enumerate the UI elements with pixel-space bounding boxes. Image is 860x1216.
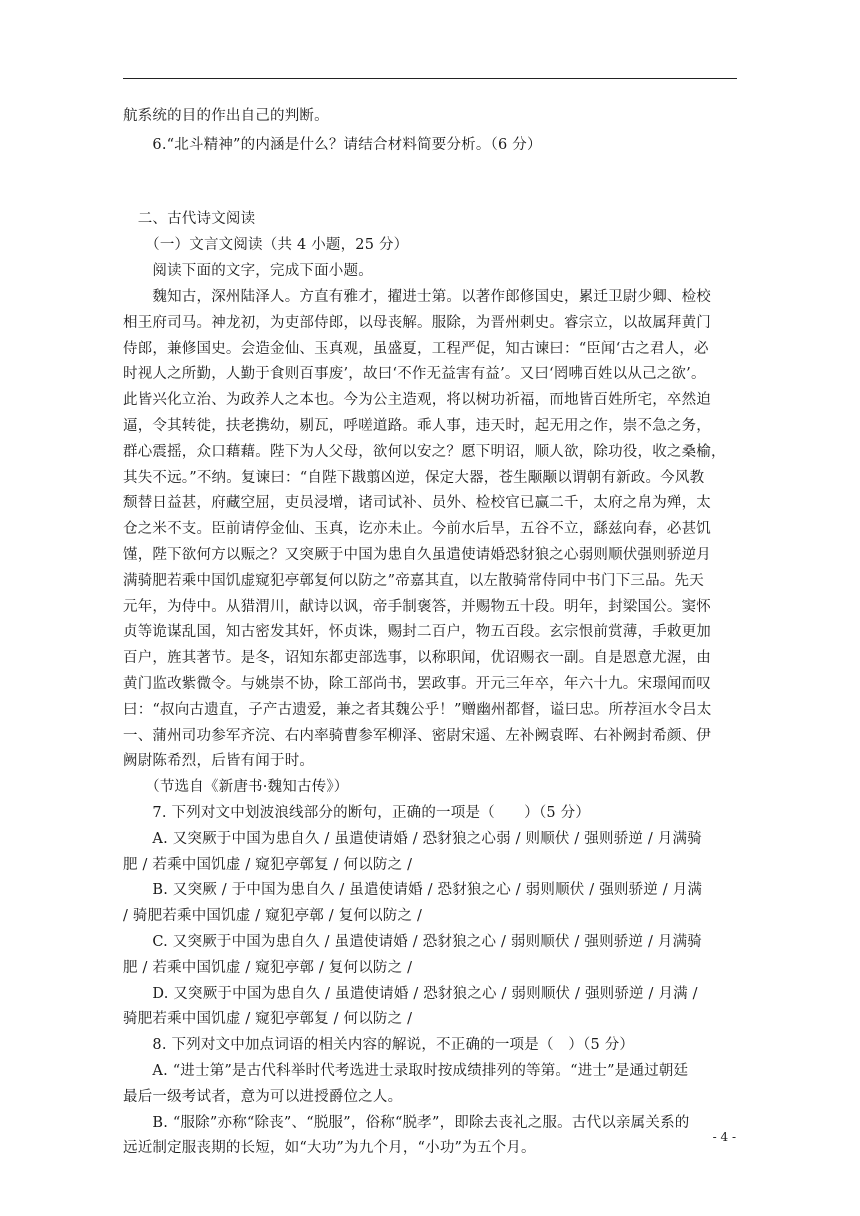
text-line: 阅读下面的文字，完成下面小题。 [123, 263, 373, 279]
text-line: C. 又突厥于中国为患自久 / 虽遣使请婚 / 恐豺狼之心 / 弱则顺伏 / 强则骄逆 / 月满骑 [123, 934, 703, 950]
text-line: B. 又突厥 / 于中国为患自久 / 虽遣使请婚 / 恐豺狼之心 / 弱则顺伏 / 强则骄逆 / 月满 [123, 882, 703, 899]
text-line: 8. 下列对文中加点词语的相关内容的解说，不正确的一项是（ ）（5 分） [123, 1037, 635, 1054]
text-line: / 骑肥若乘中国饥虚 / 窥犯亭鄣 / 复何以防之 / [123, 908, 423, 925]
text-line: D. 又突厥于中国为患自久 / 虽遣使请婚 / 恐豺狼之心 / 弱则顺伏 / 强则骄逆 / 月满 / [123, 985, 698, 1002]
text-line: 群心震摇，众口藉藉。陛下为人父母，欲何以安之？愿下明诏，顺人欲，除功役，收之桑榆， [123, 443, 726, 460]
text-line: A. 又突厥于中国为患自久 / 虽遣使请婚 / 恐豺狼之心弱 / 则顺伏 / 强则骄逆 / 月满骑 [123, 830, 702, 847]
text-line: 相王府司马。神龙初，为吏部侍郎，以母丧解。服除，为晋州刺史。睿宗立，以故属拜黄门 [123, 314, 711, 331]
text-line: 一、蒲州司功参军齐浣、右内率骑曹参军柳泽、密尉宋遥、左补阙袁晖、右补阙封希颜、伊 [123, 727, 711, 744]
text-line: 贞等诡谋乱国，知古密发其奸，怀贞诛，赐封二百户，物五百段。玄宗恨前赏薄，手敕更加 [123, 624, 711, 641]
text-line: 逼，令其转徙，扶老携幼，剔瓦，呼嗟道路。乖人事，违天时，起无用之作，崇不急之务， [123, 418, 711, 434]
text-line: 曰：“叔向古遗直，子产古遗爱，兼之者其魏公乎！”赠幽州都督，谥曰忠。所荐洹水令吕太 [123, 701, 712, 718]
text-line: 魏知古，深州陆泽人。方直有雅才，擢进士第。以著作郎修国史，累迁卫尉少卿、检校 [123, 289, 711, 305]
text-line: 百户，旌其著节。是冬，诏知东都吏部选事，以称职闻，优诏赐衣一副。自是恩意尤渥，由 [123, 650, 711, 667]
text-line: 骑肥若乘中国饥虚 / 窥犯亭鄣复 / 何以防之 / [123, 1011, 413, 1028]
text-line: B. “服除”亦称“除丧”、“脱服”，俗称“脱孝”，即除去丧礼之服。古代以亲属关系的 [123, 1114, 690, 1131]
page-number: - 4 - [712, 1130, 736, 1144]
text-line: 黄门监改紫微令。与姚崇不协，除工部尚书，罢政事。开元三年卒，年六十九。宋璟闻而叹 [123, 676, 711, 692]
text-line: 仓之米不支。臣前请停金仙、玉真，讫亦未止。今前水后旱，五谷不立，繇兹向春，必甚饥 [123, 521, 711, 538]
text-line: 元年，为侍中。从猎渭川，献诗以讽，帝手制褒答，并赐物五十段。明年，封梁国公。窦怀 [123, 598, 711, 615]
text-line: 侍郎，兼修国史。会造金仙、玉真观，虽盛夏，工程严促，知古谏曰：“臣闻‘古之君人，必 [123, 340, 709, 357]
text-line: 其失不远。”不纳。复谏曰：“自陛下戡翦凶逆，保定大器，苍生颙颙以谓朝有新政。今风教 [123, 469, 705, 486]
text-line: 此皆兴化立治、为政养人之本也。今为公主造观，将以树功祈福，而地皆百姓所宅，卒然迫 [123, 392, 711, 409]
text-line: 肥 / 若乘中国饥虚 / 窥犯亭鄣复 / 何以防之 / [123, 856, 413, 873]
text-line: 最后一级考试者，意为可以进授爵位之人。 [123, 1088, 403, 1105]
text-line: 6.“北斗精神”的内涵是什么？请结合材料简要分析。（6 分） [123, 137, 542, 153]
text-line: A. “进士第”是古代科举时代考选进士录取时按成绩排列的等第。“进士”是通过朝廷 [123, 1063, 689, 1079]
text-line: （一）文言文阅读（共 4 小题，25 分） [123, 237, 409, 253]
text-line: 满骑肥若乘中国饥虚窥犯亭鄣复何以防之”帝嘉其直，以左散骑常侍同中书门下三品。先天 [123, 572, 704, 589]
text-line: 二、古代诗文阅读 [123, 211, 256, 227]
text-line: 肥 / 若乘中国饥虚 / 窥犯亭鄣 / 复何以防之 / [123, 959, 413, 976]
header-rule [123, 78, 737, 79]
text-line: 馑，陛下欲何方以赈之？又突厥于中国为患自久虽遣使请婚恐豺狼之心弱则顺伏强则骄逆月 [123, 547, 711, 563]
text-line: 7. 下列对文中划波浪线部分的断句，正确的一项是（ ）（5 分） [123, 805, 591, 821]
text-line: 颓替日益甚，府藏空屈，吏员浸增，诸司试补、员外、检校官已赢二千，太府之帛为殚，太 [123, 495, 711, 512]
text-line: 阙尉陈希烈，后皆有闻于时。 [123, 753, 315, 770]
text-line: 航系统的目的作出自己的判断。 [123, 108, 329, 124]
text-line: （节选自《新唐书·魏知古传》） [123, 779, 349, 796]
text-line: 远近制定服丧期的长短，如“大功”为九个月，“小功”为五个月。 [123, 1140, 536, 1157]
text-line: 时视人之所勤，人勤于食则百事废’，故曰‘不作无益害有益’。又曰‘罔咈百姓以从己之欲’。 [123, 366, 706, 383]
